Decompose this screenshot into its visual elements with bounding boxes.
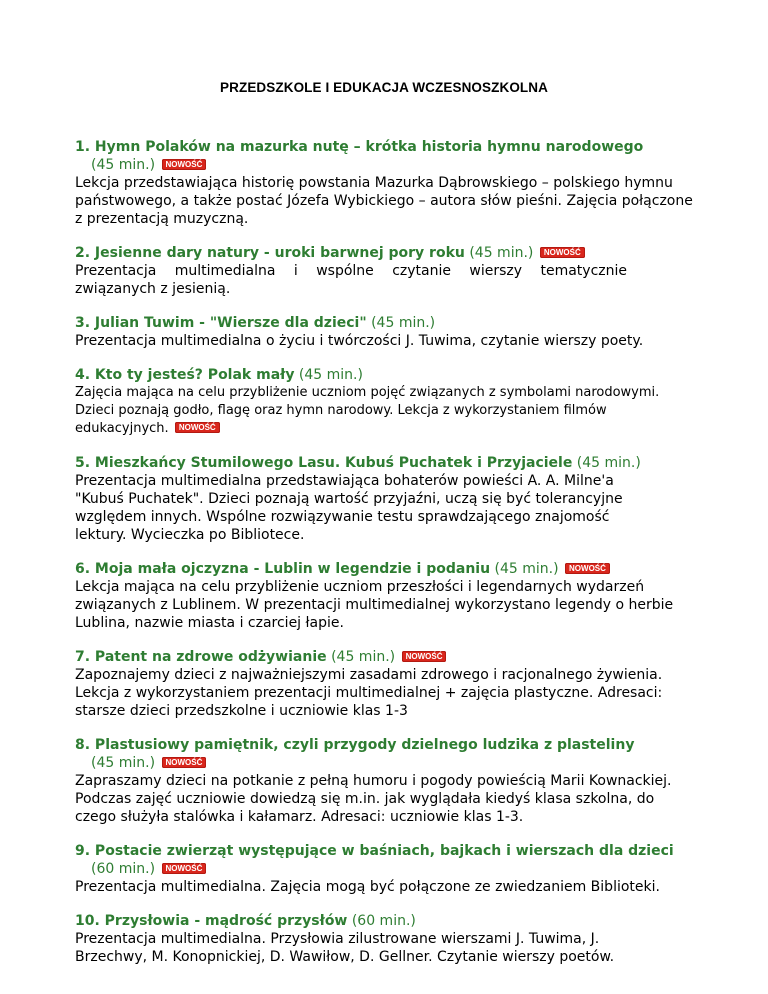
item-heading <box>75 560 695 578</box>
item-title: 7. Patent na zdrowe odżywianie <box>75 649 327 665</box>
item-duration: (45 min.) <box>469 245 534 261</box>
item-description: Lekcja mająca na celu przybliżenie uczniom przeszłości i legendarnych wydarzeń związanych z Lublinem. W prezentacji multimedialnej wykorzystano legendy o herbie Lublina, nazwie miasta i czarciej łapie. <box>75 579 674 631</box>
item-title: 1. Hymn Polaków na mazurka nutę – krótka historia hymnu narodowego <box>75 139 644 155</box>
list-item <box>75 454 695 544</box>
item-heading <box>75 842 695 878</box>
item-heading <box>75 244 695 262</box>
item-heading <box>75 314 695 332</box>
item-description: Prezentacja multimedialna i wspólne czytanie wierszy tematycznie związanych z jesienią. <box>75 263 627 297</box>
list-item <box>75 560 695 632</box>
item-title: 10. Przysłowia - mądrość przysłów <box>75 913 348 929</box>
item-duration: (60 min.) <box>351 913 416 929</box>
item-description-text: Zajęcia mająca na celu przybliżenie uczniom pojęć związanych z symbolami narodowymi. Dzieci poznają godło, flagę oraz hymn narodowy. Lekcja z wykorzystaniem filmów edukacyjnych. <box>75 385 660 436</box>
item-description: Zapraszamy dzieci na potkanie z pełną humoru i pogody powieścią Marii Kownackiej. Podczas zajęć uczniowie dowiedzą się m.in. jak wyglądała kiedyś klasa szkolna, do czego służyła stalówka i kałamarz. Adresaci: uczniowie klas 1-3. <box>75 773 672 825</box>
new-badge: NOWOŚĆ <box>565 563 610 574</box>
item-description: Lekcja przedstawiająca historię powstania Mazurka Dąbrowskiego – polskiego hymnu państwowego, a także postać Józefa Wybickiego – autora słów pieśni. Zajęcia połączone z prezentacją muzyczną. <box>75 175 693 227</box>
new-badge: NOWOŚĆ <box>162 757 207 768</box>
item-heading <box>75 366 695 384</box>
list-item <box>75 912 695 966</box>
item-duration: (60 min.) <box>91 861 156 877</box>
list-item <box>75 138 695 228</box>
item-heading <box>75 648 695 666</box>
list-item <box>75 244 695 298</box>
page-title: PRZEDSZKOLE I EDUKACJA WCZESNOSZKOLNA <box>220 80 548 95</box>
item-heading <box>75 138 695 174</box>
new-badge: NOWOŚĆ <box>162 159 207 170</box>
item-duration: (45 min.) <box>494 561 559 577</box>
item-title: 4. Kto ty jesteś? Polak mały <box>75 367 295 383</box>
item-duration: (45 min.) <box>298 367 363 383</box>
item-heading <box>75 912 695 930</box>
new-badge: NOWOŚĆ <box>402 651 447 662</box>
item-title: 3. Julian Tuwim - "Wiersze dla dzieci" <box>75 315 367 331</box>
item-title: 2. Jesienne dary natury - uroki barwnej pory roku <box>75 245 465 261</box>
item-title: 8. Plastusiowy pamiętnik, czyli przygody dzielnego ludzika z plasteliny <box>75 737 635 753</box>
item-title: 6. Moja mała ojczyzna - Lublin w legendzie i podaniu <box>75 561 491 577</box>
item-title: 9. Postacie zwierząt występujące w baśniach, bajkach i wierszach dla dzieci <box>75 843 674 859</box>
item-duration: (45 min.) <box>91 755 156 771</box>
item-duration: (45 min.) <box>331 649 396 665</box>
list-item <box>75 736 695 826</box>
item-heading <box>75 736 695 772</box>
list-item <box>75 314 695 350</box>
list-item <box>75 648 695 720</box>
list-item <box>75 366 695 438</box>
item-description: Prezentacja multimedialna przedstawiająca bohaterów powieści A. A. Milne'a "Kubuś Puchatek". Dzieci poznają wartość przyjaźni, uczą się być tolerancyjne względem innych. Wspólne rozwiązywanie testu sprawdzającego znajomość lektury. Wycieczka po Bibliotece. <box>75 473 623 543</box>
item-heading <box>75 454 695 472</box>
item-description: Zapoznajemy dzieci z najważniejszymi zasadami zdrowego i racjonalnego żywienia. Lekcja z wykorzystaniem prezentacji multimedialnej + zajęcia plastyczne. Adresaci: starsze dzieci przedszkolne i uczniowie klas 1-3 <box>75 667 663 719</box>
lesson-list <box>75 138 695 982</box>
item-description: Prezentacja multimedialna o życiu i twórczości J. Tuwima, czytanie wierszy poety. <box>75 333 644 349</box>
item-duration: (45 min.) <box>91 157 156 173</box>
item-description: Prezentacja multimedialna. Zajęcia mogą być połączone ze zwiedzaniem Biblioteki. <box>75 879 660 895</box>
item-description: Prezentacja multimedialna. Przysłowia zilustrowane wierszami J. Tuwima, J. Brzechwy, M. Konopnickiej, D. Wawiłow, D. Gellner. Czytanie wierszy poetów. <box>75 931 615 965</box>
item-title: 5. Mieszkańcy Stumilowego Lasu. Kubuś Puchatek i Przyjaciele <box>75 455 573 471</box>
item-description <box>75 384 695 438</box>
item-duration: (45 min.) <box>371 315 436 331</box>
new-badge: NOWOŚĆ <box>162 863 207 874</box>
new-badge: NOWOŚĆ <box>175 422 220 433</box>
item-duration: (45 min.) <box>576 455 641 471</box>
list-item <box>75 842 695 896</box>
new-badge: NOWOŚĆ <box>540 247 585 258</box>
